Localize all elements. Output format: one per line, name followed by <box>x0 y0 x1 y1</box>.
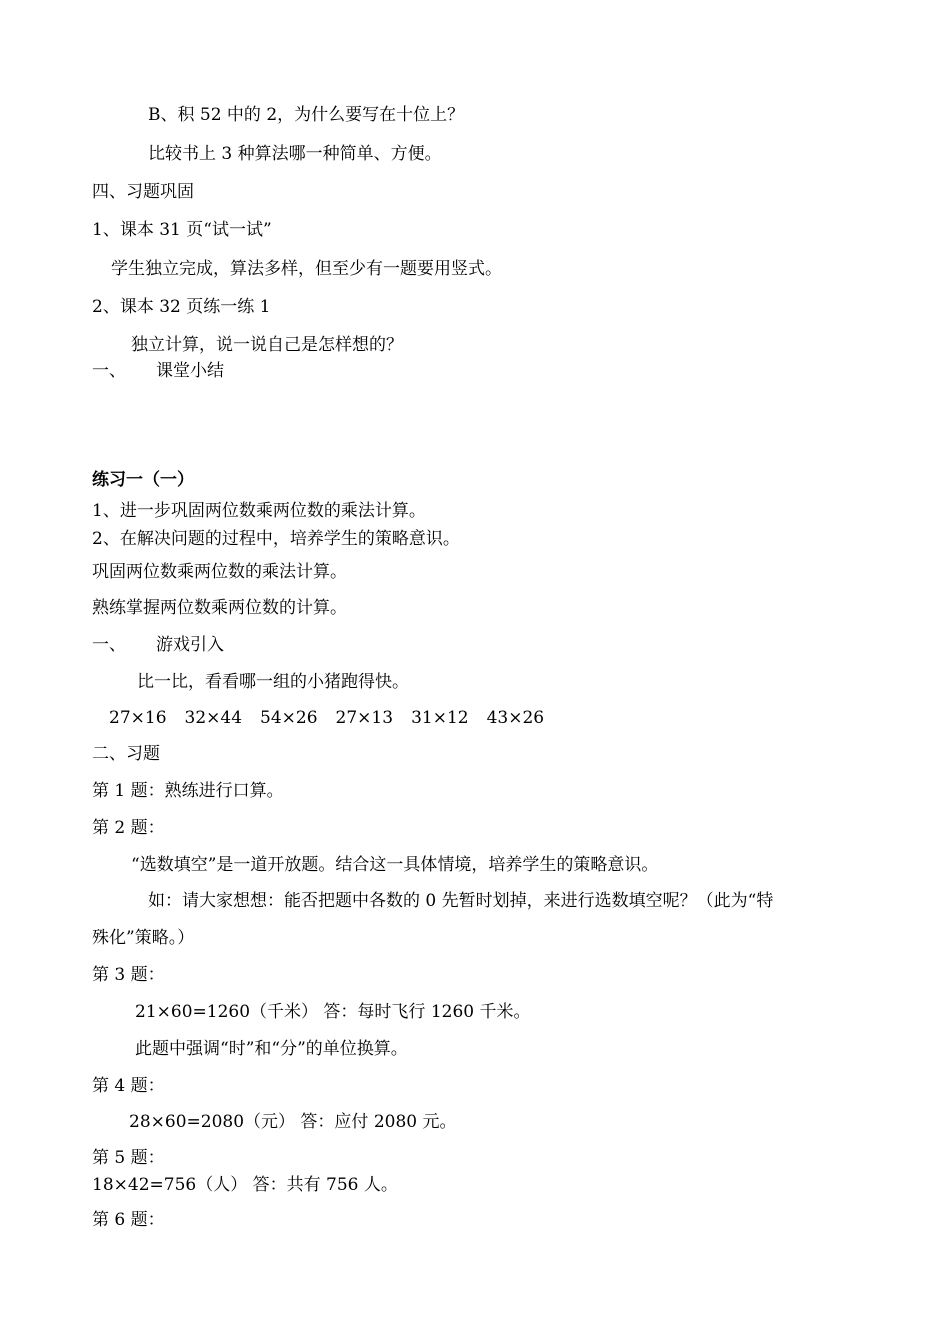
text-line: 第 3 题： <box>92 965 165 985</box>
text-line: 巩固两位数乘两位数的乘法计算。 <box>92 562 347 582</box>
text-line: 1、课本 31 页“试一试” <box>92 220 272 240</box>
text-line: B、积 52 中的 2，为什么要写在十位上？ <box>148 105 465 125</box>
text-line: 独立计算，说一说自己是怎样想的？ <box>131 335 403 355</box>
text-line: “选数填空”是一道开放题。结合这一具体情境，培养学生的策略意识。 <box>131 855 659 875</box>
text-line: 第 1 题：熟练进行口算。 <box>92 781 284 801</box>
text-line: 2、课本 32 页练一练 1 <box>92 297 271 317</box>
text-line: 比较书上 3 种算法哪一种简单、方便。 <box>148 144 442 164</box>
text-line: 第 2 题： <box>92 818 165 838</box>
multiplication-item: 32×44 <box>184 708 243 728</box>
text-line: 殊化”策略。） <box>92 928 195 948</box>
text-line: 熟练掌握两位数乘两位数的计算。 <box>92 598 347 618</box>
text-line: 如：请大家想想：能否把题中各数的 0 先暂时划掉，来进行选数填空呢？（此为“特 <box>148 891 774 911</box>
text-line: 第 4 题： <box>92 1076 165 1096</box>
page-title: 练习一（一） <box>92 470 194 490</box>
section-heading <box>92 360 224 382</box>
section-heading <box>92 634 224 656</box>
section-number: 一、 <box>92 635 126 655</box>
text-line: 18×42=756（人） 答：共有 756 人。 <box>92 1175 398 1195</box>
section-heading: 四、习题巩固 <box>92 182 194 202</box>
text-line: 第 6 题： <box>92 1210 165 1230</box>
text-line: 第 5 题： <box>92 1148 165 1168</box>
section-title: 课堂小结 <box>156 361 224 381</box>
text-line: 2、在解决问题的过程中，培养学生的策略意识。 <box>92 529 460 549</box>
multiplication-item: 43×26 <box>486 708 545 728</box>
text-line: 学生独立完成，算法多样，但至少有一题要用竖式。 <box>111 259 502 279</box>
multiplication-item: 27×13 <box>335 708 394 728</box>
text-line: 此题中强调“时”和“分”的单位换算。 <box>135 1039 408 1059</box>
multiplication-item: 27×16 <box>109 708 167 728</box>
text-line: 28×60=2080（元） 答：应付 2080 元。 <box>129 1112 457 1132</box>
text-line: 21×60=1260（千米） 答：每时飞行 1260 千米。 <box>135 1002 531 1022</box>
multiplication-item: 31×12 <box>411 708 469 728</box>
multiplication-row <box>109 707 562 729</box>
section-title: 游戏引入 <box>156 635 224 655</box>
multiplication-item: 54×26 <box>260 708 318 728</box>
section-heading: 二、习题 <box>92 744 160 764</box>
section-number: 一、 <box>92 361 126 381</box>
text-line: 比一比，看看哪一组的小猪跑得快。 <box>137 672 409 692</box>
text-line: 1、进一步巩固两位数乘两位数的乘法计算。 <box>92 501 426 521</box>
